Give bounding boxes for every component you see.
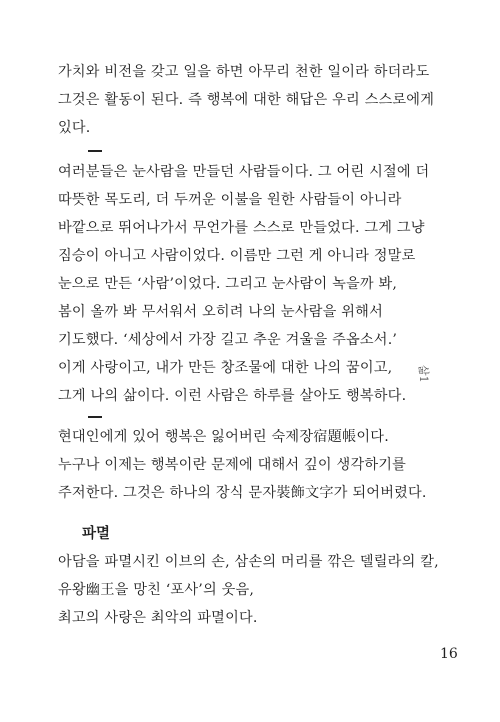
section-dash [88, 150, 102, 152]
text-line: 현대인에게 있어 행복은 잃어버린 숙제장宿題帳이다. [58, 429, 389, 445]
page-number: 16 [440, 646, 458, 662]
running-side-label: 삶1 [417, 365, 430, 383]
text-line: 그게 나의 삶이다. 이런 사람은 하루를 살아도 행복하다. [58, 388, 407, 404]
text-line: 바깥으로 뛰어나가서 무언가를 스스로 만들었다. 그게 그냥 [58, 220, 425, 236]
text-line: 여러분들은 눈사람을 만들던 사람들이다. 그 어린 시절에 더 [58, 164, 430, 180]
text-line: 있다. [58, 120, 91, 136]
text-line: 기도했다. ‘세상에서 가장 길고 추운 겨울을 주옵소서.’ [58, 332, 398, 348]
text-line: 가치와 비전을 갖고 일을 하면 아무리 천한 일이라 하더라도 [58, 64, 430, 80]
text-line: 봄이 올까 봐 무서워서 오히려 나의 눈사람을 위해서 [58, 304, 383, 320]
text-line: 최고의 사랑은 최악의 파멸이다. [58, 610, 258, 626]
text-line: 주저한다. 그것은 하나의 장식 문자裝飾文字가 되어버렸다. [58, 485, 427, 501]
text-line: 이게 사랑이고, 내가 만든 창조물에 대한 나의 꿈이고, [58, 360, 393, 376]
text-line: 아담을 파멸시킨 이브의 손, 삼손의 머리를 깎은 델릴라의 칼, [58, 554, 439, 570]
text-line: 짐승이 아니고 사람이었다. 이름만 그런 게 아니라 정말로 [58, 248, 416, 264]
text-line: 따뜻한 목도리, 더 두꺼운 이불을 원한 사람들이 아니라 [58, 192, 402, 208]
text-line: 그것은 활동이 된다. 즉 행복에 대한 해답은 우리 스스로에게 [58, 92, 435, 108]
text-line: 누구나 이제는 행복이란 문제에 대해서 깊이 생각하기를 [58, 457, 407, 473]
section-dash [88, 416, 102, 418]
text-line: 눈으로 만든 ‘사람’이었다. 그리고 눈사람이 녹을까 봐, [58, 276, 398, 292]
text-line: 유왕幽王을 망친 ‘포사’의 웃음, [58, 582, 255, 598]
section-heading: 파멸 [82, 525, 111, 542]
